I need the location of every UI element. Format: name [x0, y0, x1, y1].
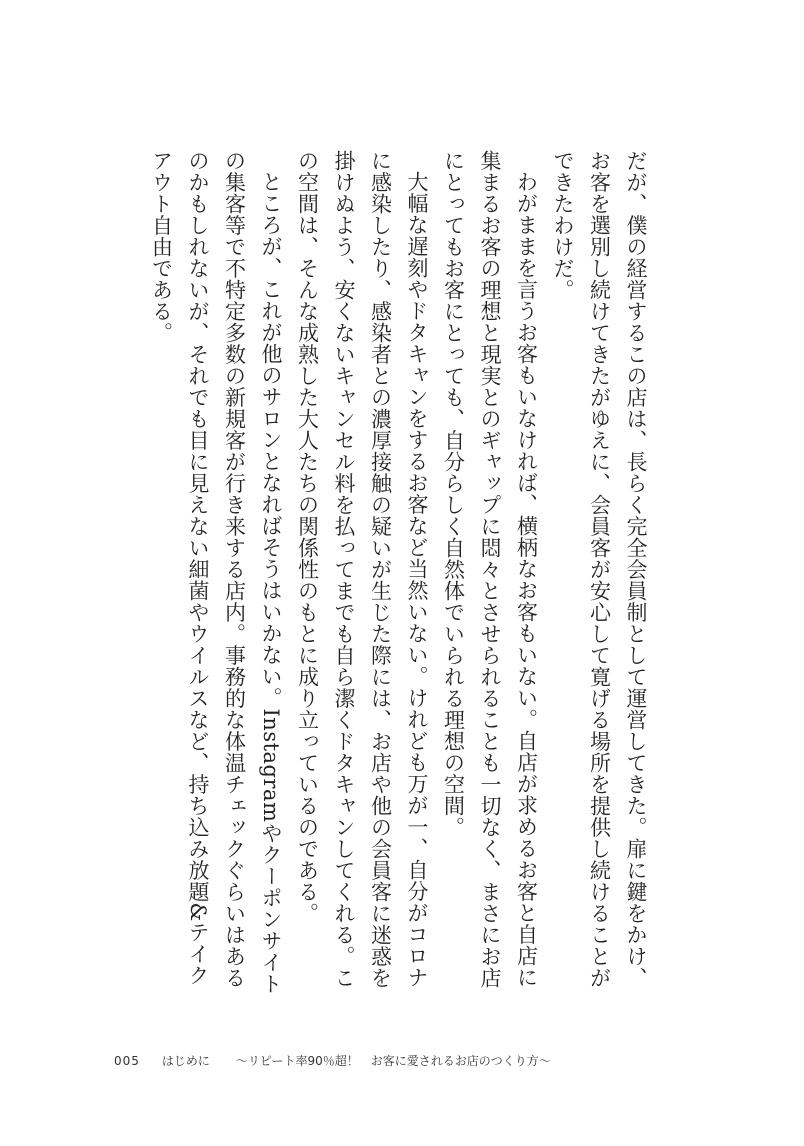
paragraph-1: だが、僕の経営するこの店は、長らく完全会員制として運営してきた。扉に鍵をかけ、お客を選別し続けてきたがゆえに、会員客が安心して寛げる場所を提供し続けることができたわけだ。	[551, 150, 648, 989]
paragraph-4: ところが、これが他のサロンとなればそうはいかない。Instagramやクーポンサイトの集客等で不特定多数の新規客が行き来する店内。事務的な体温チェックぐらいはあるのかもしれないが、それでも目に見えない細菌やウイルスなど、持ち込み放題&テイクアウト自由である。	[149, 150, 283, 995]
page-number: 005	[114, 1053, 140, 1068]
section-label: はじめに	[161, 1054, 210, 1068]
paragraph-2: わがままを言うお客もいなければ、横柄なお客もいない。自店が求めるお客と自店に集まるお客の理想と現実とのギャップに悶々とさせられることも一切なく、まさにお店にとってもお客にとっても、自分らしく自然体でいられる理想の空間。	[441, 150, 539, 989]
main-text	[114, 150, 654, 1000]
paragraph-3: 大幅な遅刻やドタキャンをするお客など当然いない。けれども万が一、自分がコロナに感染したり、感染者との濃厚接触の疑いが生じた際には、お店や他の会員客に迷惑を掛けぬよう、安くないキャンセル料を払ってまでも自ら潔くドタキャンしてくれる。この空間は、そんな成熟した大人たちの関係性のもとに成り立っているのである。	[295, 150, 429, 989]
page-footer	[114, 1052, 734, 1069]
book-title: 〜リピート率90％超！ お客に愛されるお店のつくり方〜	[235, 1054, 551, 1068]
